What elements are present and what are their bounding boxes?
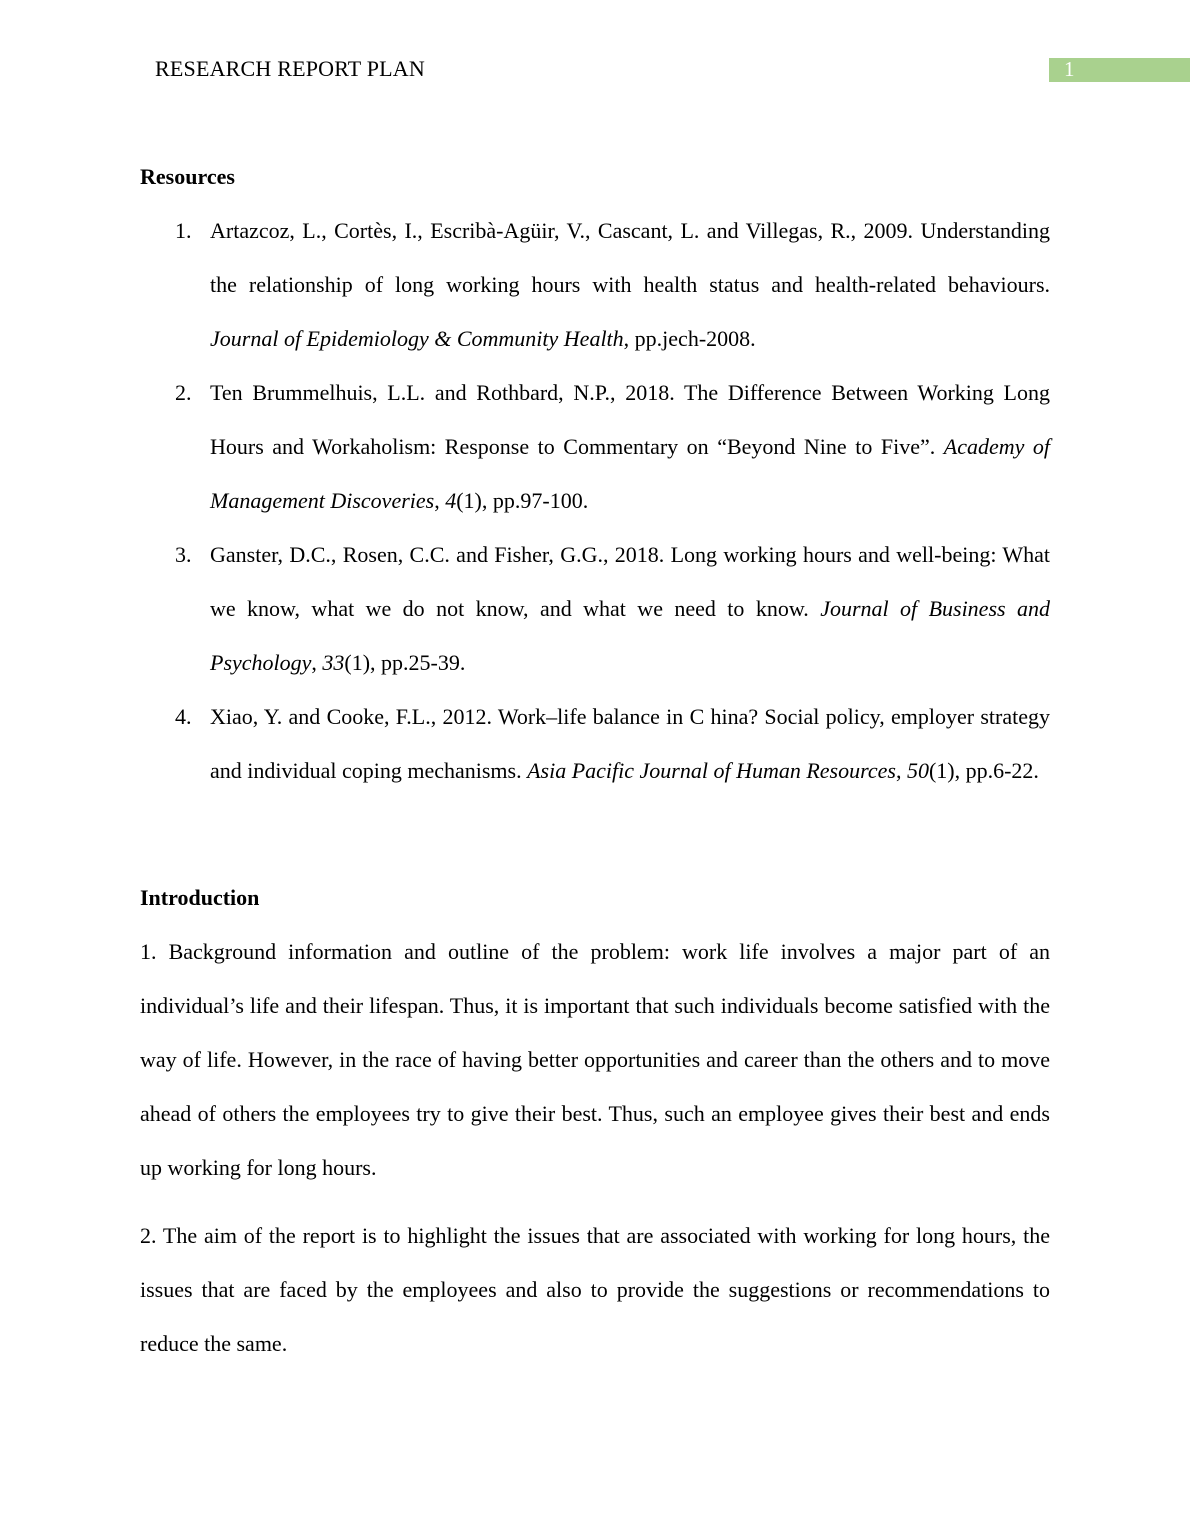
journal-title: Journal of Business and Psychology [210,596,1050,675]
reference-item [140,690,1050,798]
reference-text: Ten Brummelhuis, L.L. and Rothbard, N.P., 2018. The Difference Between Working Long Hours and Workaholism: Response to Commentary on “Beyond Nine to Five”. Academy of Management Discoveries, 4(1), pp.97-100. [210,380,1051,513]
introduction-heading: Introduction [140,885,260,910]
reference-number: 1. [175,218,192,243]
reference-number: 4. [175,704,192,729]
reference-item [140,366,1050,528]
reference-number: 3. [175,542,192,567]
reference-text: Artazcoz, L., Cortès, I., Escribà-Agüir, V., Cascant, L. and Villegas, R., 2009. Understanding the relationship of long working hours with health status and health-related behaviours. Journal of Epidemiology & Community Health, pp.jech-2008. [210,218,1050,351]
reference-list [140,205,1050,798]
page-number: 1 [1064,57,1075,81]
reference-text: Xiao, Y. and Cooke, F.L., 2012. Work–life balance in C hina? Social policy, employer strategy and individual coping mechanisms. Asia Pacific Journal of Human Resources, 50(1), pp.6-22. [210,704,1050,783]
reference-item [140,528,1050,690]
journal-title: Asia Pacific Journal of Human Resources [527,758,896,783]
page-number-bar [1049,58,1190,82]
journal-volume: 33 [322,650,345,675]
journal-volume: 4 [445,488,457,513]
journal-title: Academy of Management Discoveries [210,434,1051,513]
introduction-paragraph: 2. The aim of the report is to highlight the issues that are associated with working for long hours, the issues that are faced by the employees and also to provide the suggestions or recommendations to reduce the same. [140,1223,1050,1356]
resources-heading: Resources [140,164,235,189]
reference-item [140,204,1050,366]
introduction-paragraph: 1. Background information and outline of the problem: work life involves a major part of an individual’s life and their lifespan. Thus, it is important that such individuals become satisfied with the way of life. However, in the race of having better opportunities and career than the others and to move ahead of others the employees try to give their best. Thus, such an employee gives their best and ends up working for long hours. [140,939,1050,1180]
journal-volume: 50 [906,758,929,783]
journal-title: Journal of Epidemiology & Community Health [210,326,624,351]
reference-text: Ganster, D.C., Rosen, C.C. and Fisher, G.G., 2018. Long working hours and well-being: What we know, what we do not know, and what we need to know. Journal of Business and Psychology, 33(1), pp.25-39. [210,542,1050,675]
reference-number: 2. [175,380,192,405]
page-header-title: RESEARCH REPORT PLAN [155,56,425,81]
